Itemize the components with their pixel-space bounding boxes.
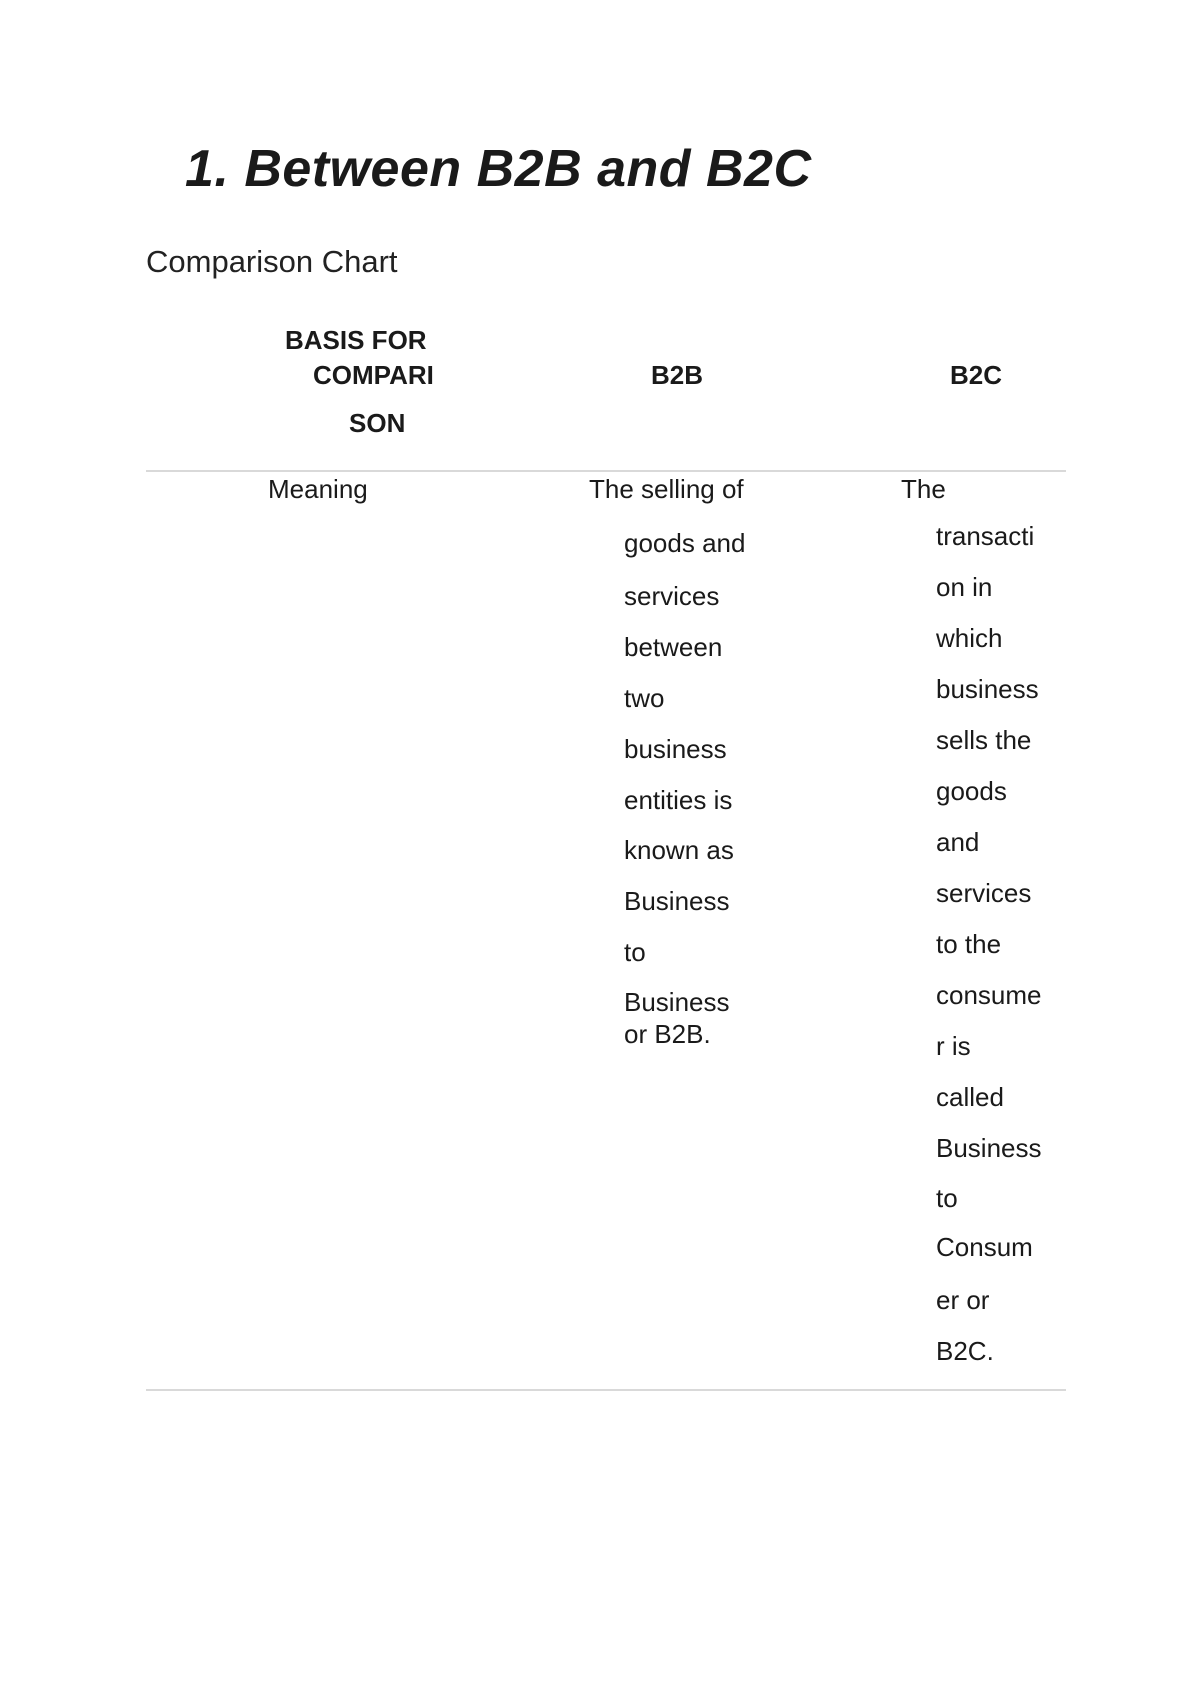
header-basis-line: SON [349,408,406,438]
b2b-text-line: to [624,937,646,967]
b2c-text-line: Business [936,1133,1042,1163]
b2c-text-line: B2C. [936,1336,994,1366]
b2c-text-line: to [936,1183,958,1213]
table-bottom-divider [146,1389,1066,1391]
section-subtitle: Comparison Chart [146,244,398,279]
header-b2b: B2B [651,360,704,390]
b2c-text-line: The [901,474,946,504]
b2b-text-line: services [624,581,720,611]
b2c-text-line: consume [936,980,1042,1010]
header-basis-line: COMPARI [313,360,434,390]
b2c-text-line: to the [936,929,1002,959]
page-title: 1. Between B2B and B2C [185,140,812,198]
b2c-text-line: which [936,623,1003,653]
row-basis-label: Meaning [268,474,368,504]
b2c-text-line: on in [936,572,993,602]
b2c-text-line: r is [936,1031,971,1061]
b2b-text-line: between [624,632,723,662]
b2c-text-line: called [936,1082,1004,1112]
header-divider [146,470,1066,472]
b2c-text-line: goods [936,776,1007,806]
b2b-text-line: Business [624,987,730,1017]
header-basis-line: BASIS FOR [285,325,427,355]
b2b-text-line: business [624,734,727,764]
b2b-text-line: The selling of [589,474,744,504]
b2c-text-line: sells the [936,725,1032,755]
b2b-text-line: two [624,683,665,713]
b2c-text-line: Consum [936,1232,1033,1262]
b2c-text-line: services [936,878,1032,908]
header-b2c: B2C [950,360,1003,390]
b2b-text-line: goods and [624,528,746,558]
b2b-text-line: known as [624,835,734,865]
b2b-text-line: entities is [624,785,733,815]
b2c-text-line: business [936,674,1039,704]
b2b-text-line: Business [624,886,730,916]
b2b-text-line: or B2B. [624,1019,711,1049]
b2c-text-line: er or [936,1285,990,1315]
b2c-text-line: transacti [936,521,1035,551]
b2c-text-line: and [936,827,980,857]
